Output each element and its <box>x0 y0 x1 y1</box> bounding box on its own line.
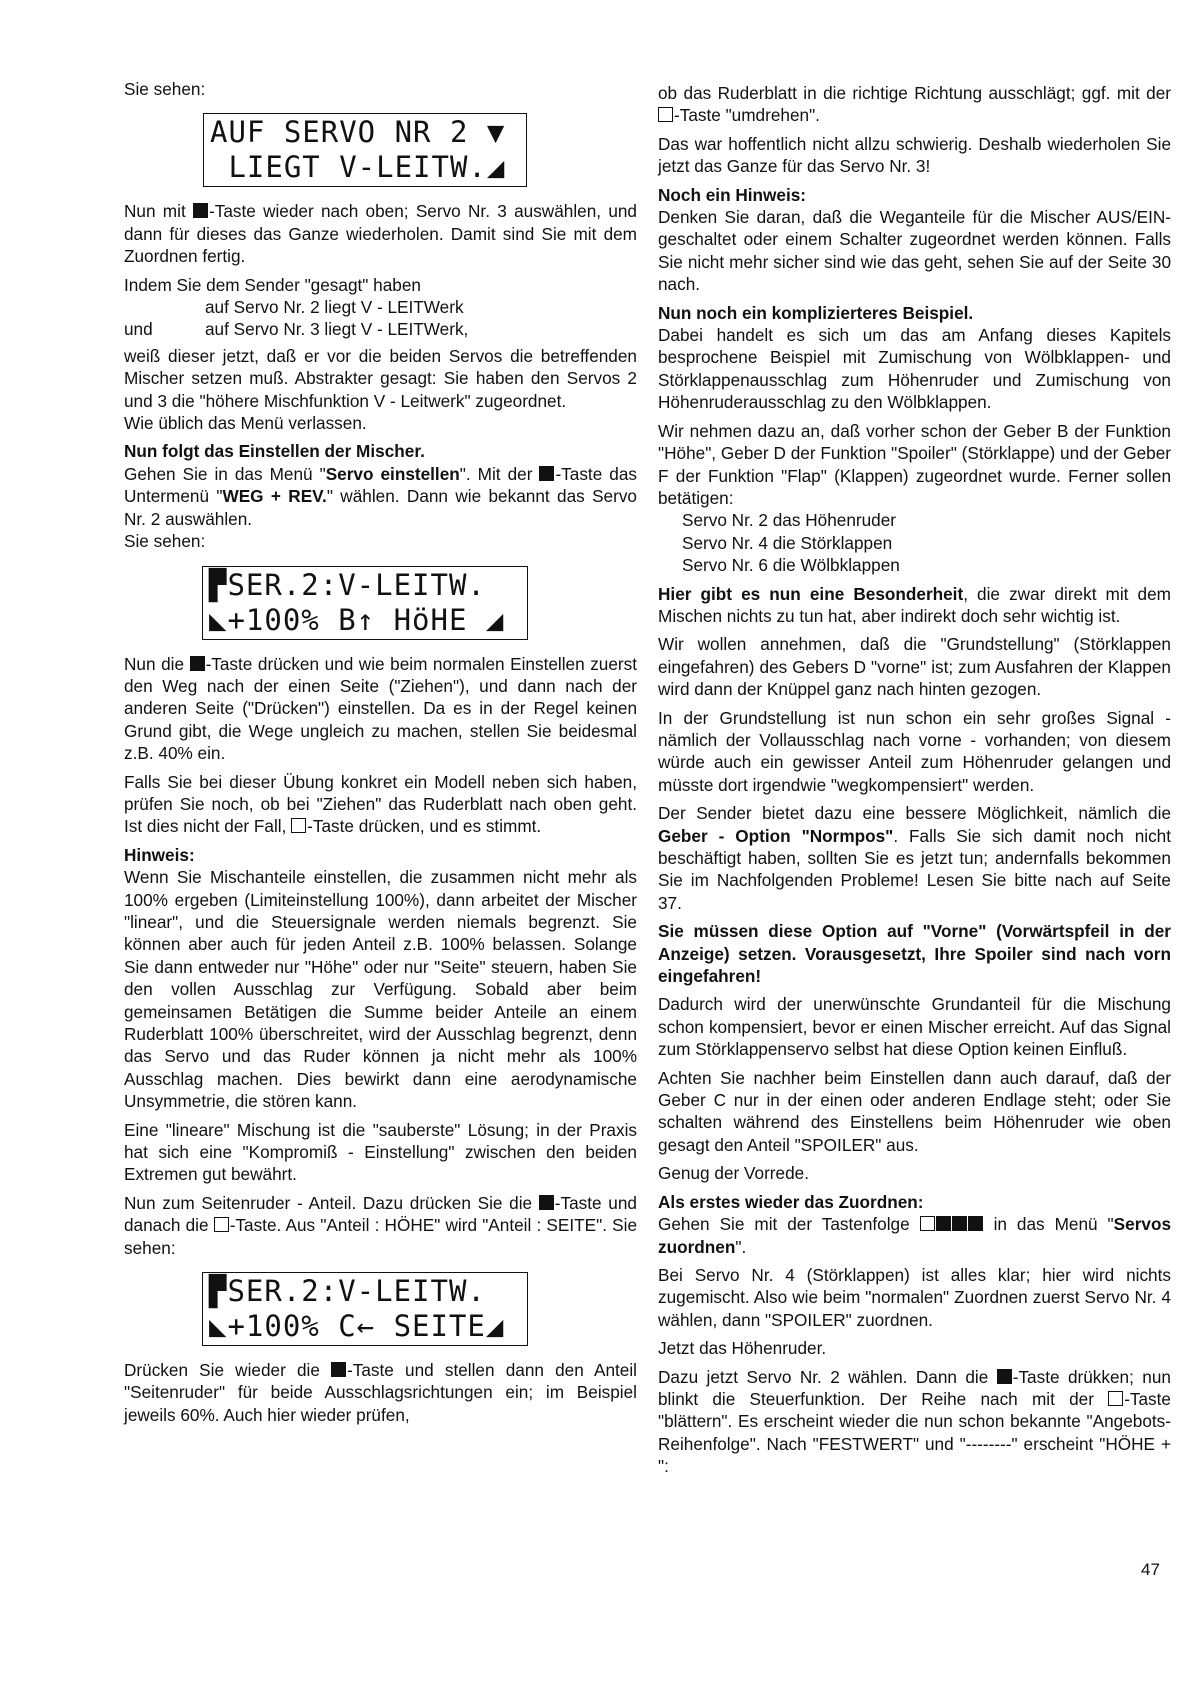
paragraph: Wir wollen annehmen, daß die "Grundstellung" (Störklappen eingefahren) des Gebers D "vorne" ist; zum Ausfahren der Klappen wird dann der Knüppel ganz nach hinten gezogen. <box>658 634 1171 700</box>
paragraph: Dazu jetzt Servo Nr. 2 wählen. Dann die -Taste drükken; nun blinkt die Steuerfunktion. Der Reihe nach mit der -Taste "blättern". Es erscheint wieder die nun schon bekannte "Angebots-Reihenfolge". Nach "FESTWERT" und "--------" erscheint "HÖHE + ": <box>658 1366 1171 1477</box>
paragraph: Bei Servo Nr. 4 (Störklappen) ist alles klar; hier wird nichts zugemischt. Also wie beim "normalen" Zuordnen zuerst Servo Nr. 4 wählen, dann "SPOILER" zuordnen. <box>658 1264 1171 1330</box>
heading: Als erstes wieder das Zuordnen: <box>658 1191 924 1212</box>
paragraph: Indem Sie dem Sender "gesagt" haben <box>124 274 421 295</box>
enter-key-icon <box>539 1195 554 1210</box>
down-key-icon <box>952 1216 967 1231</box>
paragraph: Nun mit -Taste wieder nach oben; Servo Nr. 3 auswählen, und dann für dieses das Ganze wiederholen. Damit sind Sie mit dem Zuordnen fertig. <box>124 201 637 267</box>
paragraph: Denken Sie daran, daß die Weganteile für die Mischer AUS/EIN-geschaltet oder einem Schalter zugeordnet werden können. Falls Sie nicht mehr sicher sind wie das geht, sehen Sie auf der Seite 30 nach. <box>658 207 1171 295</box>
paragraph: Drücken Sie wieder die -Taste und stellen dann den Anteil "Seitenruder" für beide Ausschlagsrichtungen ein; im Beispiel jeweils 60%. Auch hier wieder prüfen, <box>124 1360 637 1425</box>
paragraph: Der Sender bietet dazu eine bessere Möglichkeit, nämlich die Geber - Option "Normpos". Falls Sie sich damit noch nicht beschäftigt haben, sollten Sie es jetzt tun; andernfalls bekommen Sie im Nachfolgenden Probleme! Lesen Sie bitte nach auf Seite 37. <box>658 803 1171 913</box>
heading: Hinweis: <box>124 844 195 865</box>
paragraph: Sie sehen: <box>124 531 206 552</box>
servo-list <box>658 509 1171 576</box>
lcd-display-2 <box>124 566 637 640</box>
enter-key-icon <box>936 1216 951 1231</box>
page-number: 47 <box>1141 1560 1160 1579</box>
right-key-icon <box>331 1362 346 1377</box>
paragraph: auf Servo Nr. 2 liegt V - LEITWerk <box>205 297 464 318</box>
lcd-line: ▛SER.2:V-LEITW. <box>209 567 486 602</box>
list-item: Servo Nr. 2 das Höhenruder <box>682 510 897 531</box>
right-key-icon <box>190 656 205 671</box>
paragraph: Wir nehmen dazu an, daß vorher schon der Geber B der Funktion "Höhe", Geber D der Funktion "Spoiler" (Störklappe) und der Geber F der Funktion "Flap" (Klappen) zugeordnet wurde. Ferner sollen betätigen: <box>658 420 1171 508</box>
paragraph: Jetzt das Höhenruder. <box>658 1338 827 1359</box>
lcd-line: AUF SERVO NR 2 ▼ <box>210 115 506 150</box>
paragraph: Nun die -Taste drücken und wie beim normalen Einstellen zuerst den Weg nach der einen Seite ("Ziehen"), und dann nach der anderen Seite ("Drücken") einstellen. Da es in der Regel keinen Grund gibt, die Wege ungleich zu machen, stellen Sie beidesmal z.B. 40% ein. <box>124 653 637 764</box>
down-key-icon <box>193 203 208 218</box>
paragraph: Wie üblich das Menü verlassen. <box>124 413 367 434</box>
paragraph: Genug der Vorrede. <box>658 1163 809 1184</box>
r-key-icon <box>658 107 673 122</box>
enter-key-icon <box>997 1369 1012 1384</box>
paragraph: In der Grundstellung ist nun schon ein sehr großes Signal - nämlich der Vollausschlag nach vorne - vorhanden; von diesem würde auch ein gewisser Anteil zum Höhenruder gelangen und müsste dort irgendwie "wegkompensiert" werden. <box>658 707 1171 795</box>
heading: Nun noch ein komplizierteres Beispiel. <box>658 302 974 323</box>
lcd-line: LIEGT V-LEITW.◢ <box>210 150 506 185</box>
heading: Nun folgt das Einstellen der Mischer. <box>124 441 425 462</box>
lcd-display-1 <box>124 113 637 187</box>
paragraph: und auf Servo Nr. 3 liegt V - LEITWerk, <box>124 319 469 340</box>
paragraph: Das war hoffentlich nicht allzu schwierig. Deshalb wiederholen Sie jetzt das Ganze für das Servo Nr. 3! <box>658 133 1171 177</box>
heading: Noch ein Hinweis: <box>658 184 807 205</box>
plus-key-icon <box>1108 1391 1123 1406</box>
lcd-line: ◣+100% C← SEITE◢ <box>209 1309 505 1344</box>
paragraph: Hier gibt es nun eine Besonderheit, die zwar direkt mit dem Mischen nichts zu tun hat, aber indirekt doch sehr wichtig ist. <box>658 583 1171 626</box>
lcd-line: ▛SER.2:V-LEITW. <box>209 1274 486 1309</box>
paragraph: Sie sehen: <box>124 79 206 99</box>
paragraph: weiß dieser jetzt, daß er vor die beiden Servos die betreffenden Mischer setzen muß. Abstrakter gesagt: Sie haben den Servos 2 und 3 die "höhere Mischfunktion V - Leitwerk" zugeordnet. <box>124 345 637 411</box>
paragraph: Achten Sie nachher beim Einstellen dann auch darauf, daß der Geber C nur in der einen oder anderen Endlage steht; oder Sie schalten während des Einstellens beim Höhenruder wie oben gesagt den Anteil "SPOILER" aus. <box>658 1067 1171 1155</box>
r-key-icon <box>291 818 306 833</box>
right-column <box>658 82 1171 1484</box>
list-item: Servo Nr. 6 die Wölbklappen <box>682 555 900 576</box>
paragraph: Nun zum Seitenruder - Anteil. Dazu drücken Sie die -Taste und danach die -Taste. Aus "Anteil : HÖHE" wird "Anteil : SEITE". Sie sehen: <box>124 1192 638 1258</box>
paragraph: Dabei handelt es sich um das am Anfang dieses Kapitels besprochene Beispiel mit Zumischung von Wölbklappen- und Störklappenausschlag zum Höhenruder und Zumischung von Höhenruderausschlag zu den Wölbklappen. <box>658 325 1171 413</box>
paragraph: Falls Sie bei dieser Übung konkret ein Modell neben sich haben, prüfen Sie noch, ob bei "Ziehen" das Ruderblatt nach oben geht. Ist dies nicht der Fall, -Taste drücken, und es stimmt. <box>124 771 637 837</box>
heading: Sie müssen diese Option auf "Vorne" (Vorwärtspfeil in der Anzeige) setzen. Vorausgesetzt, Ihre Spoiler sind nach vorn eingefahren! <box>658 921 1171 987</box>
paragraph: Gehen Sie mit der Tastenfolge in das Menü "Servos zuordnen". <box>658 1214 1171 1257</box>
paragraph: Wenn Sie Mischanteile einstellen, die zusammen nicht mehr als 100% ergeben (Limiteinstellung 100%), dann arbeitet der Mischer "linear", und die Steuersignale werden niemals begrenzt. Sie können aber auch für jeden Anteil z.B. 100% belassen. Solange Sie dann entweder nur "Höhe" oder nur "Seite" steuern, haben Sie den vollen Ausschlag zur Verfügung. Sobald aber beim gemeinsamen Betätigen die Summe beider Anteile an einem Ruderblatt 100% überschreitet, wird der Ausschlag begrenzt, denn das Servo und das Ruder können ja nicht mehr als 100% Ausschlag machen. Dies bewirkt dann eine aerodynamische Unsymmetrie, die stören kann. <box>124 867 637 1112</box>
left-column <box>124 78 637 1432</box>
paragraph: Dadurch wird der unerwünschte Grundanteil für die Mischung schon kompensiert, bevor er einen Mischer erreicht. Auf das Signal zum Störklappenservo selbst hat diese Option keinen Einfluß. <box>658 994 1171 1060</box>
paragraph: Eine "lineare" Mischung ist die "sauberste" Lösung; in der Praxis hat sich eine "Kompromiß - Einstellung" zwischen den beiden Extremen gut bewährt. <box>124 1119 637 1185</box>
enter-key-icon <box>539 466 554 481</box>
lcd-line: ◣+100% B↑ HöHE ◢ <box>209 602 505 637</box>
plus-key-icon <box>214 1217 229 1232</box>
lcd-display-3 <box>124 1272 637 1346</box>
m-key-icon <box>920 1216 935 1231</box>
down-key-icon <box>968 1216 983 1231</box>
paragraph: Gehen Sie in das Menü "Servo einstellen". Mit der -Taste das Untermenü "WEG + REV." wählen. Dann wie bekannt das Servo Nr. 2 auswählen. <box>124 463 637 529</box>
list-item: Servo Nr. 4 die Störklappen <box>682 532 893 553</box>
paragraph: ob das Ruderblatt in die richtige Richtung ausschlägt; ggf. mit der -Taste "umdrehen". <box>658 83 1171 126</box>
